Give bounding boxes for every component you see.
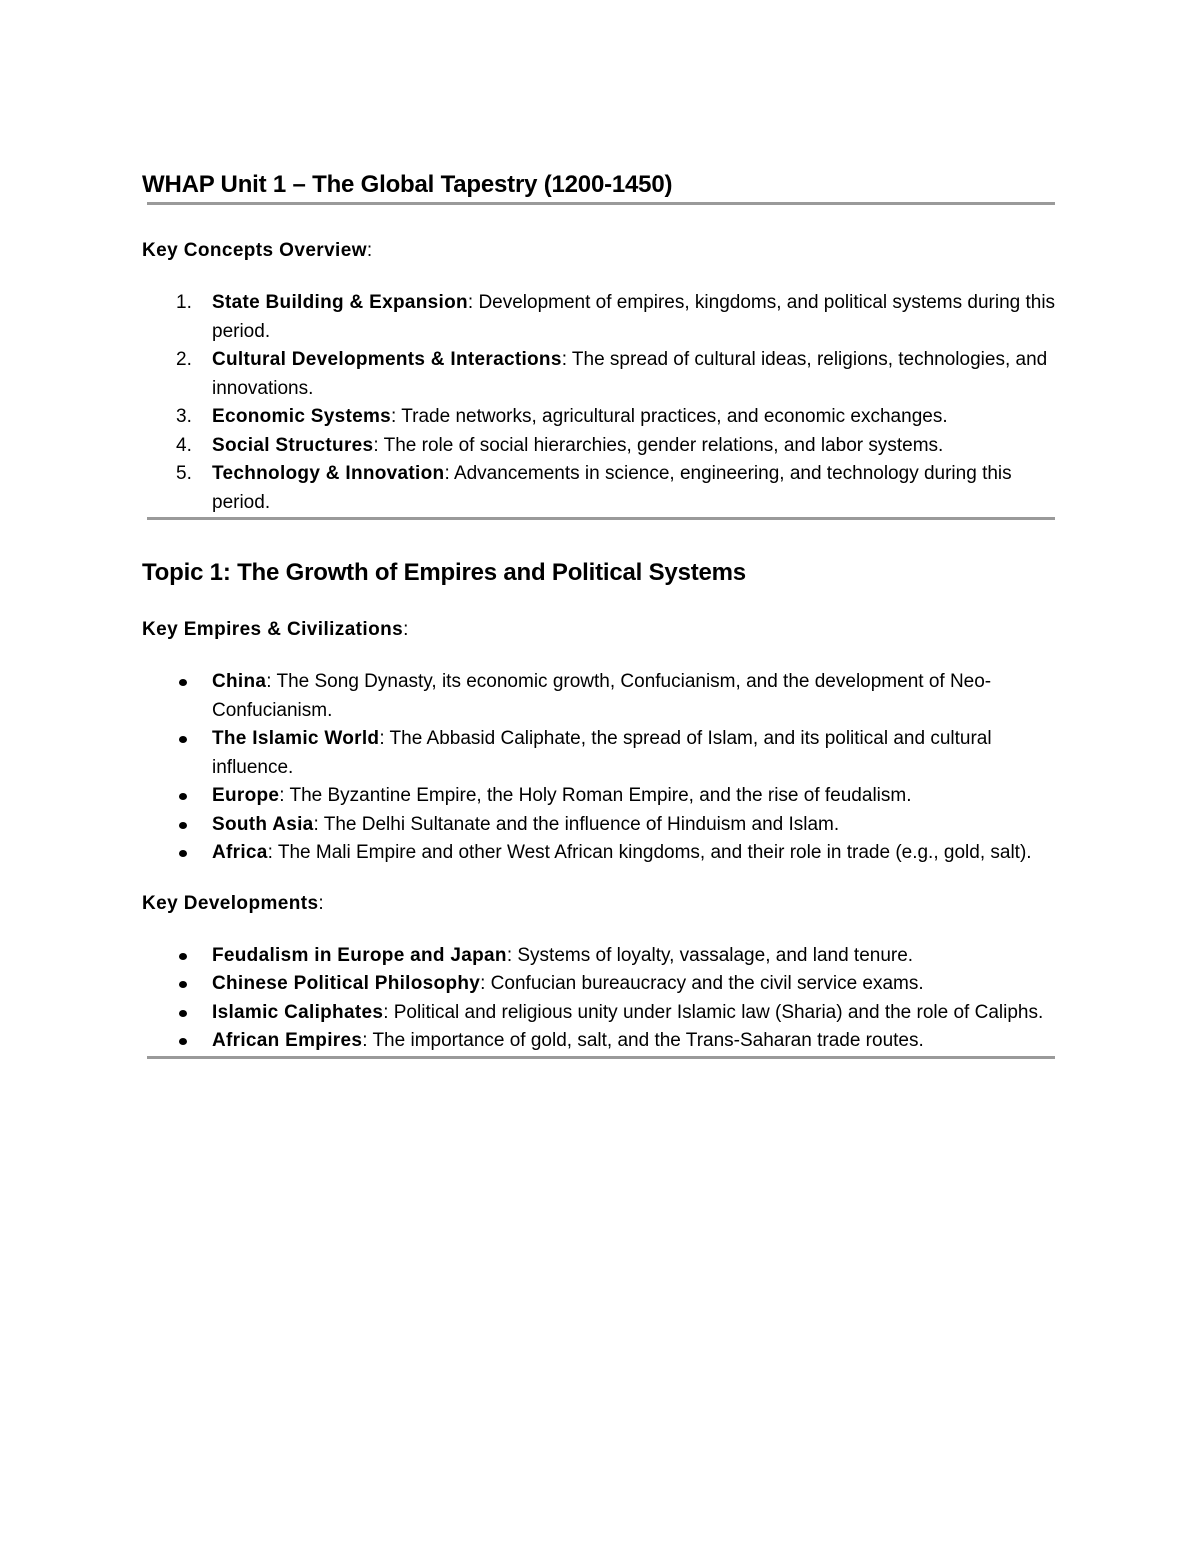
list-number: 3. — [176, 406, 192, 427]
bullet-icon — [179, 953, 187, 960]
key-concepts-label — [142, 237, 1062, 265]
bullet-icon — [179, 822, 187, 829]
list-number: 2. — [176, 349, 192, 370]
list-item-term: State Building & Expansion — [212, 292, 468, 313]
list-item — [142, 725, 1062, 782]
divider — [147, 517, 1055, 520]
list-item-term: Economic Systems — [212, 406, 392, 427]
list-item — [142, 782, 1062, 811]
list-item-text: : The spread of cultural ideas, religions, technologies, and innovations. — [212, 349, 1048, 399]
list-number: 5. — [176, 463, 192, 484]
list-item-text: : The role of social hierarchies, gender relations, and labor systems. — [373, 434, 944, 456]
list-item-term: Technology & Innovation — [212, 463, 445, 484]
list-item — [142, 970, 1062, 999]
key-developments-list — [142, 942, 1062, 1056]
list-item — [142, 668, 1062, 725]
key-empires-label — [142, 616, 1062, 644]
list-item — [142, 346, 1062, 403]
bullet-icon — [179, 679, 187, 686]
list-item — [142, 1027, 1062, 1056]
list-item-text: : The Mali Empire and other West African kingdoms, and their role in trade (e.g., gold, salt). — [267, 842, 1032, 863]
bullet-icon — [179, 1010, 187, 1017]
list-item — [142, 289, 1062, 346]
list-item-term: South Asia — [212, 813, 314, 835]
list-item — [142, 403, 1062, 432]
list-item — [142, 811, 1062, 840]
list-number: 4. — [176, 434, 192, 456]
list-item-text: : Advancements in science, engineering, and technology during this period. — [212, 463, 1012, 513]
bullet-icon — [179, 850, 187, 857]
key-concepts-list — [142, 289, 1062, 517]
list-item-term: Africa — [212, 842, 268, 863]
key-developments-label-text: Key Developments — [142, 892, 319, 914]
label-colon: : — [318, 892, 324, 914]
list-item-text: : The Song Dynasty, its economic growth, Confucianism, and the development of Neo-Confucianism. — [212, 671, 992, 721]
list-item-term: Chinese Political Philosophy — [212, 973, 481, 994]
list-item-text: : Systems of loyalty, vassalage, and land tenure. — [506, 944, 914, 966]
list-item-text: : The Delhi Sultanate and the influence of Hinduism and Islam. — [313, 813, 840, 835]
list-item-text: : Political and religious unity under Islamic law (Sharia) and the role of Caliphs. — [383, 1001, 1044, 1023]
key-empires-list — [142, 668, 1062, 868]
list-item-text: : Development of empires, kingdoms, and political systems during this period. — [212, 292, 1056, 342]
list-item — [142, 839, 1062, 868]
list-item-term: Cultural Developments & Interactions — [212, 349, 562, 370]
list-item-text: : The Abbasid Caliphate, the spread of Islam, and its political and cultural influence. — [212, 728, 992, 778]
list-item-term: China — [212, 671, 267, 692]
list-item-text: : The Byzantine Empire, the Holy Roman Empire, and the rise of feudalism. — [279, 785, 912, 806]
key-concepts-label-text: Key Concepts Overview — [142, 240, 367, 261]
list-item — [142, 942, 1062, 971]
list-item-text: : The importance of gold, salt, and the Trans-Saharan trade routes. — [362, 1030, 924, 1051]
key-empires-label-text: Key Empires & Civilizations — [142, 619, 404, 640]
bullet-icon — [179, 981, 187, 988]
topic-title: Topic 1: The Growth of Empires and Political Systems — [142, 559, 746, 586]
label-colon: : — [366, 240, 373, 261]
list-item-term: African Empires — [212, 1030, 363, 1051]
label-colon: : — [403, 619, 409, 640]
bullet-icon — [179, 1038, 187, 1045]
list-number: 1. — [176, 292, 192, 313]
list-item-term: Social Structures — [212, 434, 374, 456]
key-developments-label — [142, 890, 1062, 918]
list-item — [142, 999, 1062, 1028]
list-item-term: Islamic Caliphates — [212, 1001, 384, 1023]
list-item-text: : Confucian bureaucracy and the civil service exams. — [480, 973, 924, 994]
bullet-icon — [179, 736, 187, 743]
list-item-term: Feudalism in Europe and Japan — [212, 944, 507, 966]
bullet-icon — [179, 793, 187, 800]
document-title: WHAP Unit 1 – The Global Tapestry (1200-1450) — [142, 171, 673, 198]
list-item-text: : Trade networks, agricultural practices, and economic exchanges. — [391, 406, 948, 427]
document-content — [142, 168, 1062, 1059]
divider — [147, 1056, 1055, 1059]
list-item — [142, 460, 1062, 517]
list-item-term: Europe — [212, 785, 280, 806]
divider — [147, 202, 1055, 205]
list-item — [142, 432, 1062, 461]
list-item-term: The Islamic World — [212, 728, 380, 749]
